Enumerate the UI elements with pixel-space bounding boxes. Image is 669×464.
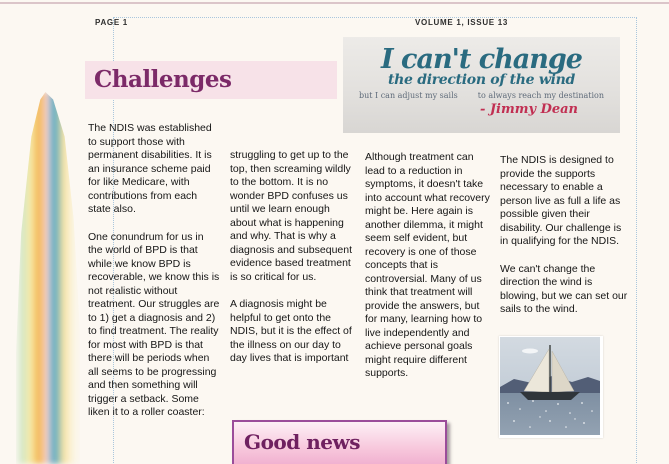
body-paragraph: A diagnosis might be helpful to get onto the NDIS, but it is the effect of the illness on our day to day lives that is important bbox=[230, 298, 352, 364]
body-paragraph: struggling to get up to the top, then screaming wildly to the bottom. It is no wonder BPD confuses us until we learn enough about what is happening and why. That is why a diagnosis and subsequent evidence based treatment is so critical for us. bbox=[230, 149, 353, 283]
body-paragraph: One conundrum for us in the world of BPD is that while we know BPD is recoverable, we know this is not realistic without treatment. Our struggles are to 1) get a diagnosis and 2) to find treatment. The reality for most with BPD is that there will be periods when all seems to be progressing and then something will trigger a setback. Some liken it to a roller coaster: bbox=[88, 230, 220, 418]
challenges-title-banner[interactable] bbox=[85, 61, 337, 99]
text-column-1[interactable] bbox=[88, 122, 221, 434]
quote-attribution: - Jimmy Dean bbox=[479, 102, 578, 118]
body-paragraph: We can't change the direction the wind is blowing, but we can set our sails to the wind. bbox=[500, 262, 628, 315]
watercolor-stripe-decoration bbox=[16, 92, 80, 464]
body-paragraph: The NDIS was established to support those with permanent disabilities. It is an insurance scheme paid for like Medicare, with contributions from each state also. bbox=[88, 122, 212, 215]
quote-line-2: the direction of the wind bbox=[387, 72, 576, 88]
quote-line-3 bbox=[343, 91, 620, 100]
sailboat-photo[interactable] bbox=[499, 336, 603, 438]
volume-issue-label: VOLUME 1, ISSUE 13 bbox=[415, 18, 509, 27]
text-column-4[interactable] bbox=[500, 154, 631, 331]
quote-line-1: I can't change bbox=[381, 44, 582, 75]
body-paragraph: The NDIS is designed to provide the supports necessary to enable a person live as full a life as possible given their disability. Our challenge is in qualifying for the NDIS. bbox=[500, 154, 622, 247]
quote-line-3-left: but I can adjust my sails bbox=[358, 91, 458, 101]
good-news-banner[interactable] bbox=[232, 420, 447, 464]
article-title: Challenges bbox=[94, 66, 232, 93]
body-paragraph: Although treatment can lead to a reduction in symptoms, it doesn't take into account what recovery might be. Here again is another dilemma, it might seem self evident, but recovery is one of those concepts that is controversial. Many of us think that treatment will provide the answers, but for many, learning how to live independently and achieve personal goals might require different supports. bbox=[365, 151, 490, 379]
good-news-title: Good news bbox=[244, 430, 360, 454]
quote-graphic[interactable] bbox=[343, 37, 620, 133]
text-column-2[interactable] bbox=[230, 149, 354, 380]
text-column-3[interactable] bbox=[365, 151, 493, 395]
quote-line-3-right: to always reach my destination bbox=[477, 91, 605, 101]
page-number-label: PAGE 1 bbox=[95, 18, 128, 27]
top-rule bbox=[0, 2, 669, 4]
